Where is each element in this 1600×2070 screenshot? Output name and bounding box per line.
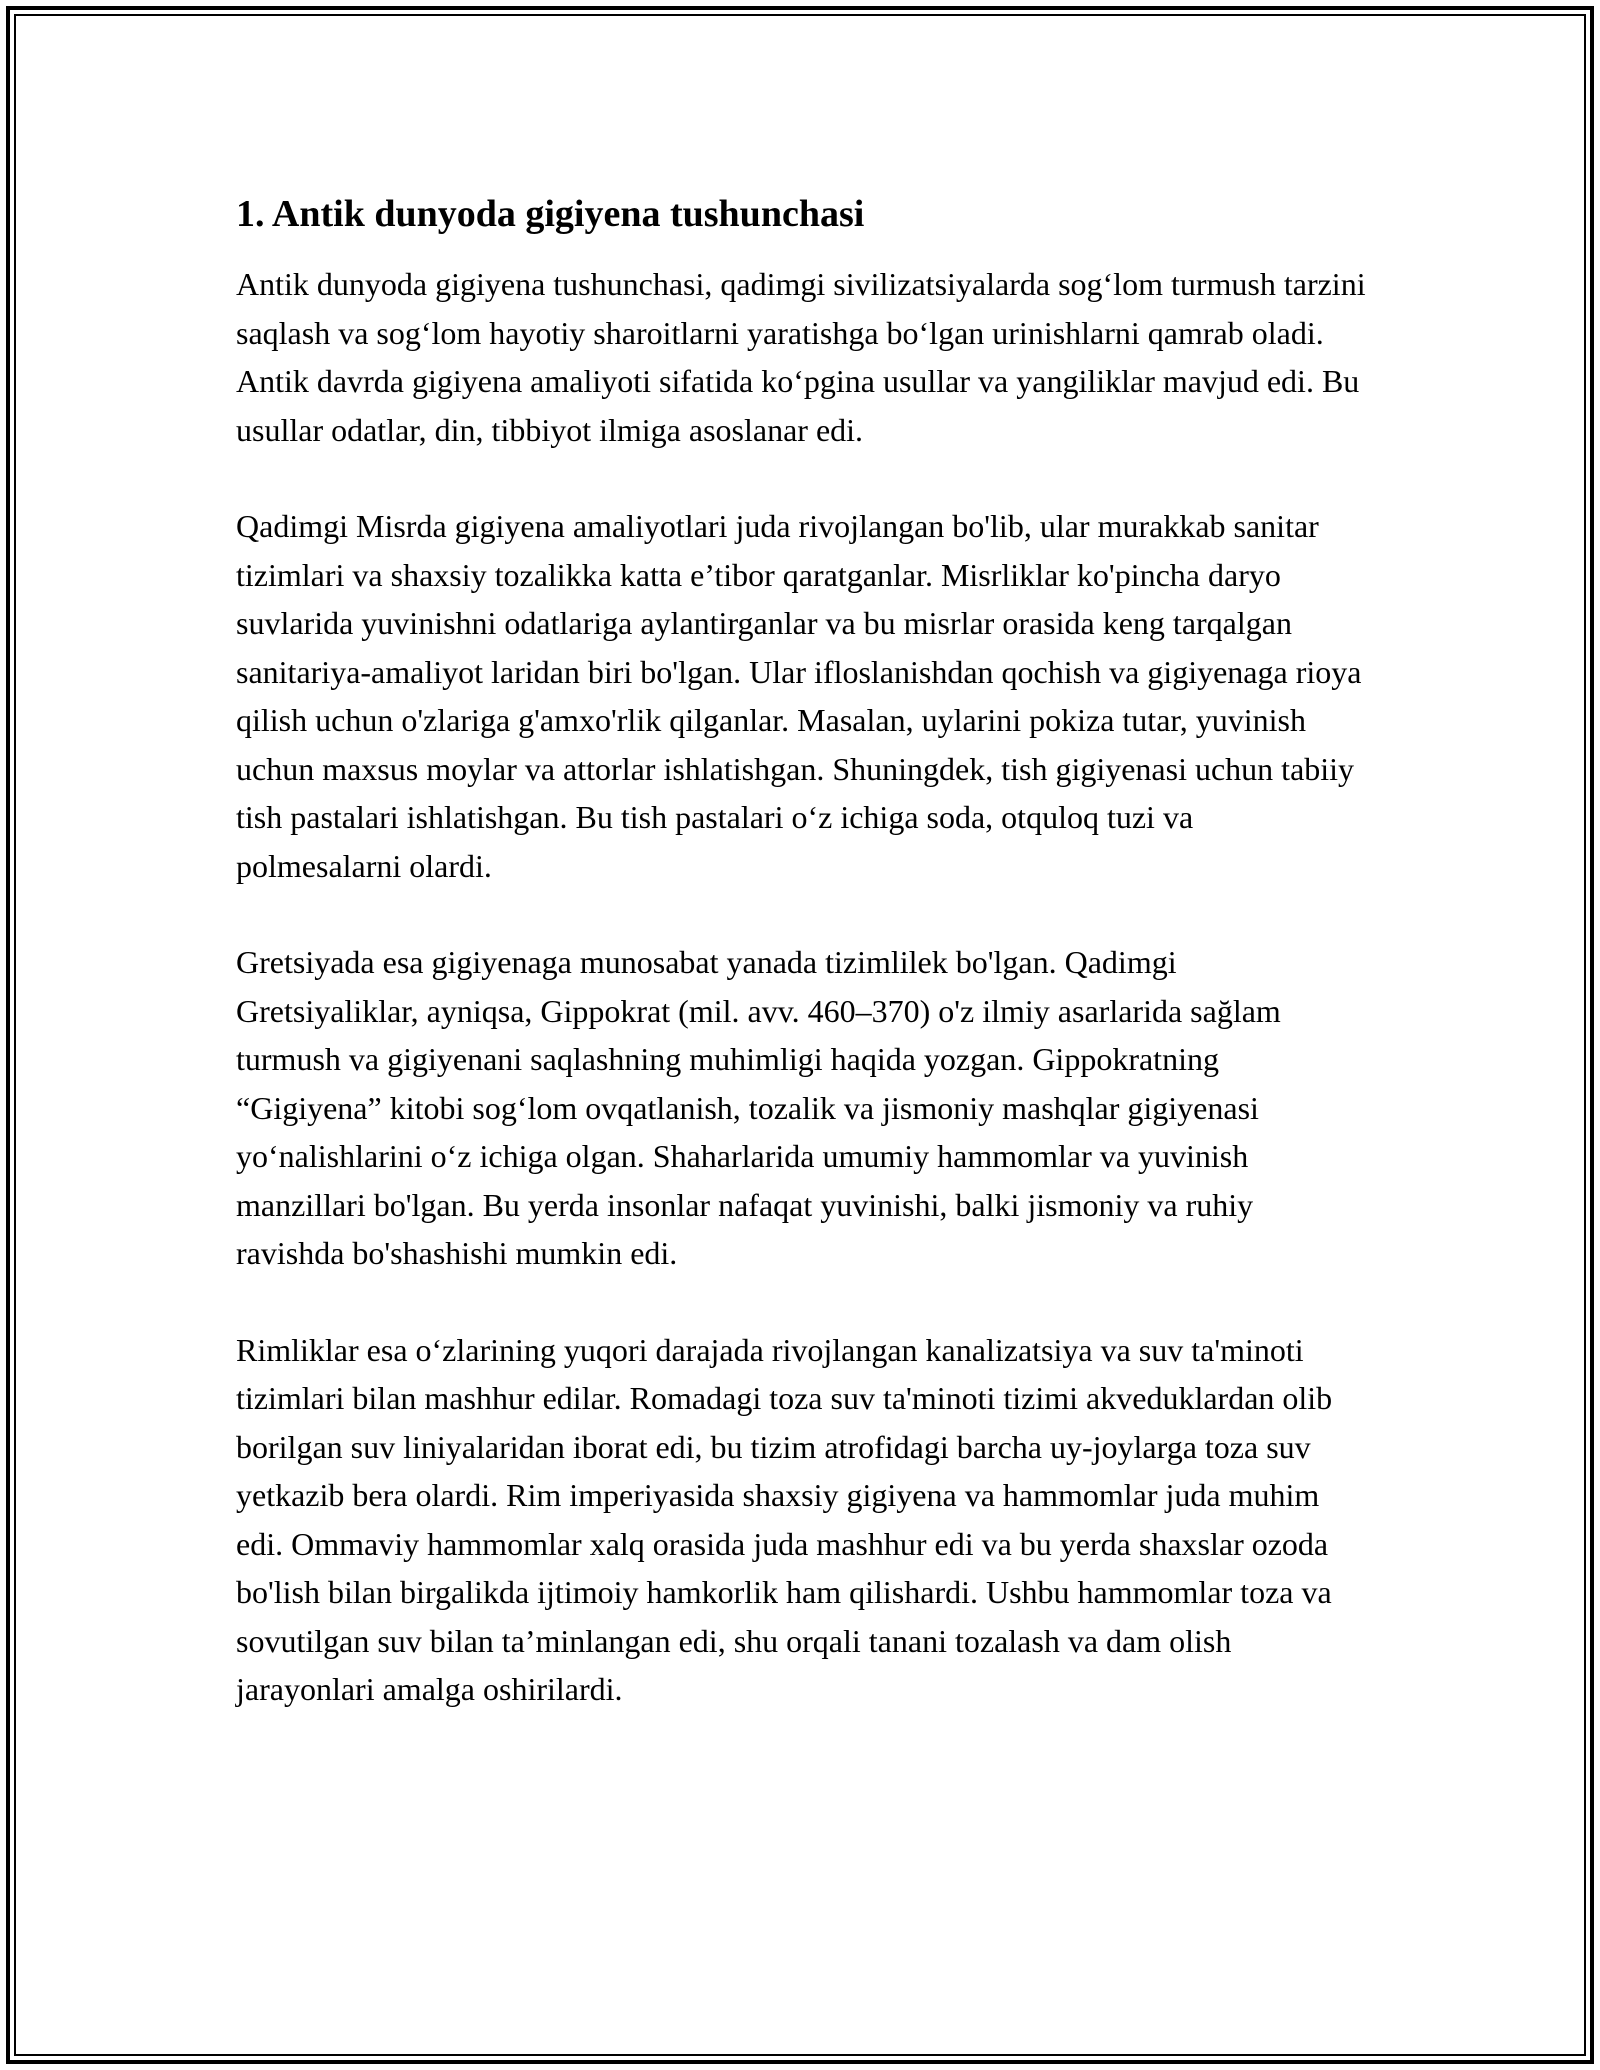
paragraph-rome: Rimliklar esa o‘zlarining yuqori darajada rivojlangan kanalizatsiya va suv ta'minoti tizimlari bilan mashhur edilar. Romadagi toza suv ta'minoti tizimi akveduklardan olib borilgan suv liniyalaridan iborat edi, bu tizim atrofidagi barcha uy-joylarga toza suv yetkazib bera olardi. Rim imperiyasida shaxsiy gigiyena va hammomlar juda muhim edi. Ommaviy hammomlar xalq orasida juda mashhur edi va bu yerda shaxslar ozoda bo'lish bilan birgalikda ijtimoiy hamkorlik ham qilishardi. Ushbu hammomlar toza va sovutilgan suv bilan ta’minlangan edi, shu orqali tanani tozalash va dam olish jarayonlari amalga oshirilardi. [236,1331,1333,1707]
section-heading: 1. Antik dunyoda gigiyena tushunchasi [236,193,865,235]
document-body [236,188,1366,1762]
paragraph-egypt: Qadimgi Misrda gigiyena amaliyotlari juda rivojlangan bo'lib, ular murakkab sanitar tizimlari va shaxsiy tozalikka katta e’tibor qaratganlar. Misrliklar ko'pincha daryo suvlarida yuvinishni odatlariga aylantirganlar va bu misrlar orasida keng tarqalgan sanitariya-amaliyot laridan biri bo'lgan. Ular ifloslanishdan qochish va gigiyenaga rioya qilish uchun o'zlariga g'amxo'rlik qilganlar. Masalan, uylarini pokiza tutar, yuvinish uchun maxsus moylar va attorlar ishlatishgan. Shuningdek, tish gigiyenasi uchun tabiiy tish pastalari ishlatishgan. Bu tish pastalari o‘z ichiga soda, otquloq tuzi va polmesalarni olardi. [236,508,1362,884]
paragraph-greece: Gretsiyada esa gigiyenaga munosabat yanada tizimlilek bo'lgan. Qadimgi Gretsiyaliklar, ayniqsa, Gippokrat (mil. avv. 460–370) o'z ilmiy asarlarida sağlam turmush va gigiyenani saqlashning muhimligi haqida yozgan. Gippokratning “Gigiyena” kitobi sog‘lom ovqatlanish, tozalik va jismoniy mashqlar gigiyenasi yo‘nalishlarini o‘z ichiga olgan. Shaharlarida umumiy hammomlar va yuvinish manzillari bo'lgan. Bu yerda insonlar nafaqat yuvinishi, balki jismoniy va ruhiy ravishda bo'shashishi mumkin edi. [236,944,1281,1271]
paragraph-intro: Antik dunyoda gigiyena tushunchasi, qadimgi sivilizatsiyalarda sog‘lom turmush tarzini saqlash va sog‘lom hayotiy sharoitlarni yaratishga bo‘lgan urinishlarni qamrab oladi. Antik davrda gigiyena amaliyoti sifatida ko‘pgina usullar va yangiliklar mavjud edi. Bu usullar odatlar, din, tibbiyot ilmiga asoslanar edi. [236,266,1366,448]
